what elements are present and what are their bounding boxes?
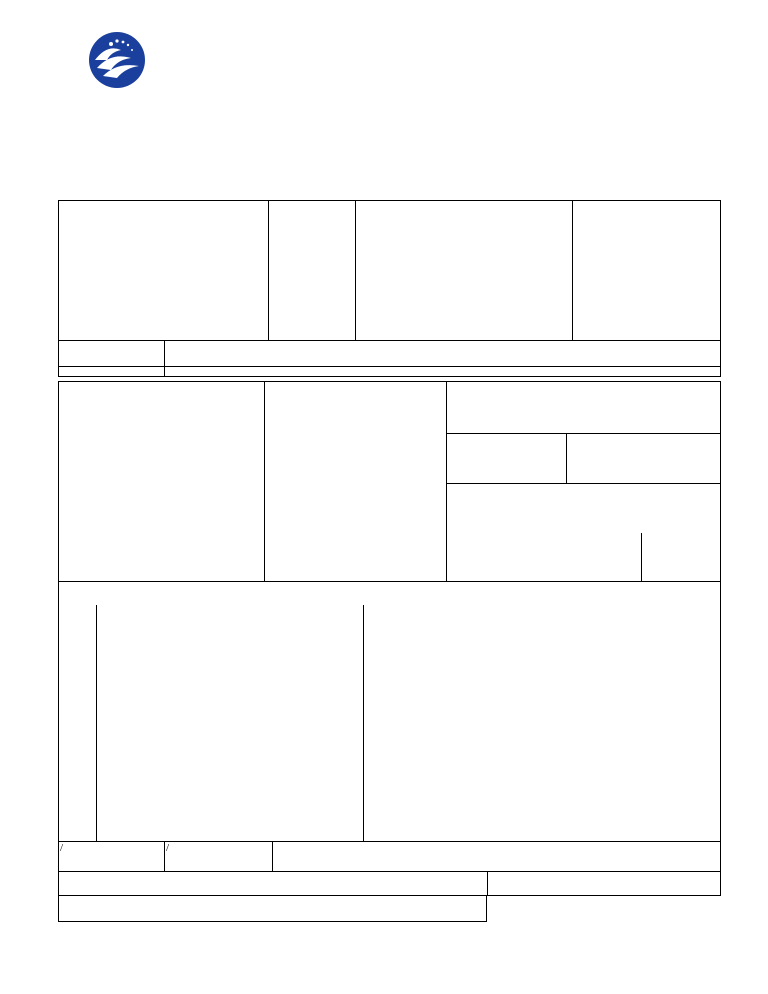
equipment-table (58, 381, 721, 896)
required-label: / (60, 842, 64, 854)
ship-particulars-table (58, 200, 721, 377)
provided-label: / (166, 842, 170, 854)
ministry-logo (87, 30, 147, 90)
